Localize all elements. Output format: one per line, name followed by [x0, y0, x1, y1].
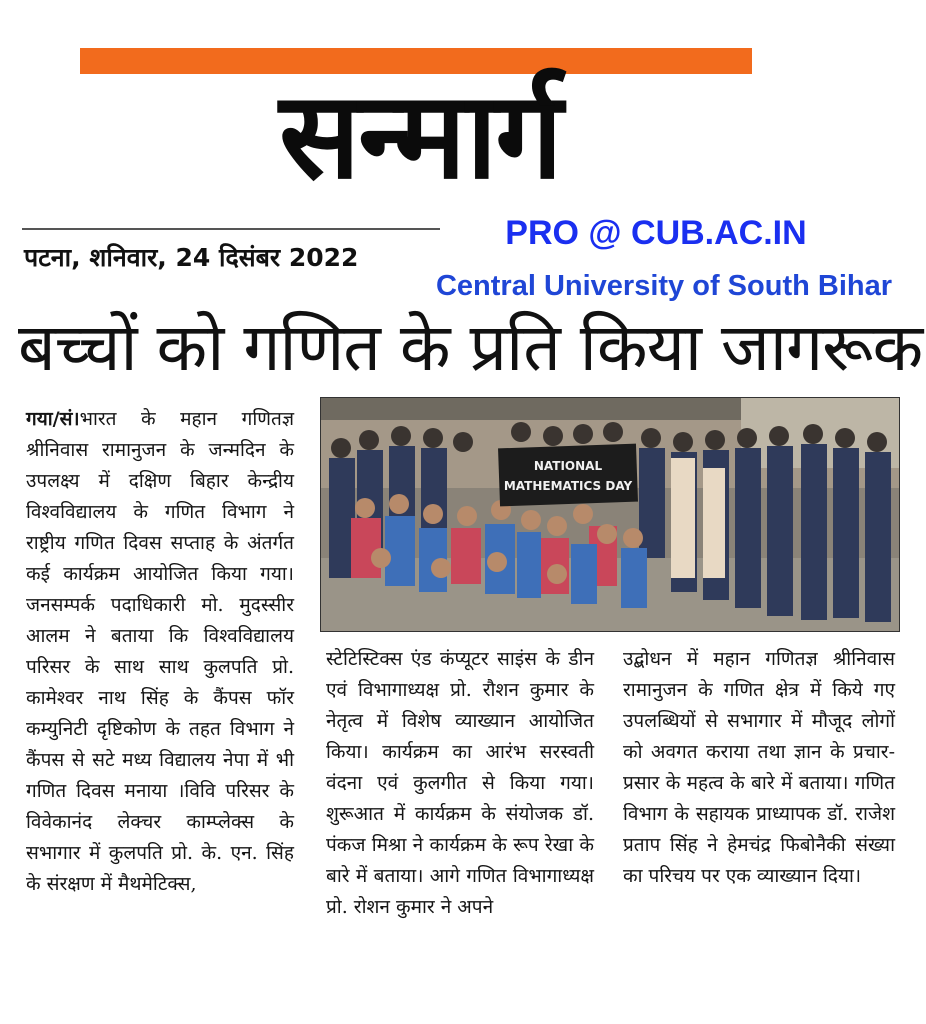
banner-text-line-1: NATIONAL: [533, 459, 603, 473]
article-column-1-text: भारत के महान गणितज्ञ श्रीनिवास रामानुजन के जन्मदिन के उपलक्ष्य में दक्षिण बिहार केन्द्रीय विश्वविद्यालय के गणित विभाग ने राष्ट्रीय गणित दिवस सप्ताह के अंतर्गत कई कार्यक्रम आयोजित किया गया। जनसम्पर्क पदाधिकारी मो. मुदस्सीर आलम ने बताया कि विश्वविद्यालय परिसर के साथ साथ कुलपति प्रो. कामेश्वर नाथ सिंह के कैंपस फॉर कम्युनिटी दृष्टिकोण के तहत विभाग ने कैंपस से सटे मध्य विद्यालय नेपा में भी गणित दिवस मनाया ।विवि परिसर के विवेकानंद लेक्चर काम्प्लेक्स के सभागार में कुलपति प्रो. के. एन. सिंह के संरक्षण में मैथमेटिक्स,: [26, 408, 294, 895]
article-column-1: [26, 404, 294, 900]
university-name: Central University of South Bihar: [435, 270, 892, 302]
pro-email-tag: PRO @ CUB.AC.IN: [505, 214, 807, 252]
byline: गया/सं।: [26, 408, 80, 430]
dateline-rule: [22, 228, 440, 230]
headline: बच्चों को गणित के प्रति किया जागरूक: [18, 309, 923, 386]
event-photo: [320, 397, 900, 632]
masthead: [80, 40, 760, 220]
banner-text-line-2: MATHEMATICS DAY: [503, 479, 633, 493]
article-column-2: स्टेटिस्टिक्स एंड कंप्यूटर साइंस के डीन एवं विभागाध्यक्ष प्रो. रौशन कुमार के नेतृत्व में विशेष व्याख्यान आयोजित किया। कार्यक्रम का आरंभ सरस्वती वंदना एवं कुलगीत से किया गया। शुरूआत में कार्यक्रम के संयोजक डॉ. पंकज मिश्रा ने कार्यक्रम के रूप रेखा के बारे में बताया। आगे गणित विभागाध्यक्ष प्रो. रोशन कुमार ने अपने: [326, 648, 594, 918]
event-photo-illustration: [321, 398, 899, 631]
masthead-logo: सन्मार्ग: [279, 67, 561, 206]
article-column-3: उद्बोधन में महान गणितज्ञ श्रीनिवास रामानुजन के गणित क्षेत्र में किये गए उपलब्धियों से सभागार में मौजूद लोगों को अवगत कराया तथा ज्ञान के प्रचार- प्रसार के महत्व के बारे में बताया। गणित विभाग के सहायक प्राध्यापक डॉ. राजेश प्रताप सिंह ने हेमचंद्र फिबोनैकी संख्या का परिचय पर एक व्याख्यान दिया।: [623, 648, 895, 887]
dateline: पटना, शनिवार, 24 दिसंबर 2022: [24, 243, 359, 272]
national-mathematics-day-banner: [498, 444, 638, 507]
